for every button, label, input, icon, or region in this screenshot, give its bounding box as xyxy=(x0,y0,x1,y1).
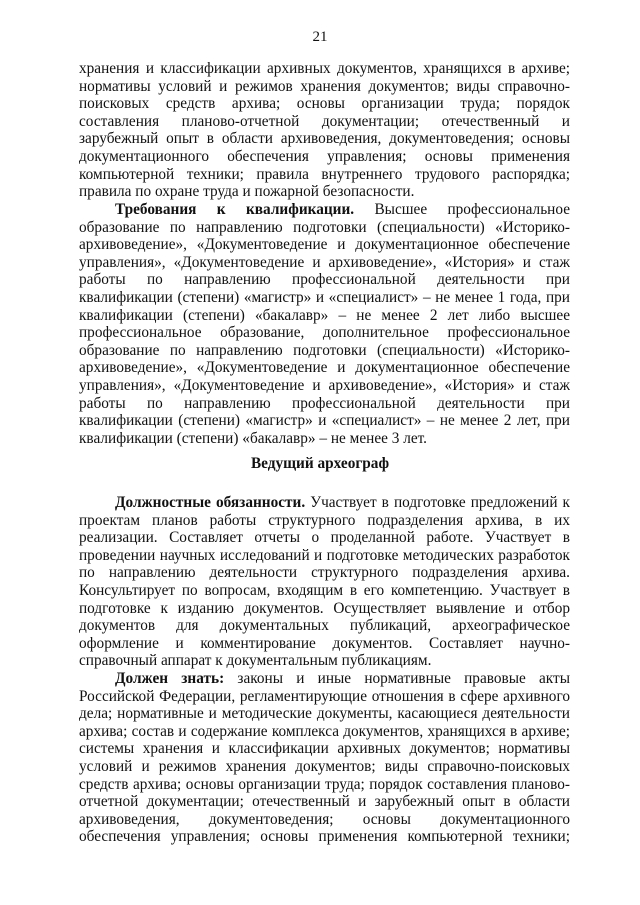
text-line: отчетной документации; отечественный и зарубежный опыт в области xyxy=(79,793,570,811)
paragraph-requirements xyxy=(79,201,570,447)
text-line: компьютерной техники; правила внутреннего трудового распорядка; xyxy=(79,165,570,183)
text-line-first xyxy=(79,494,570,512)
requirements-label: Требования к квалификации. xyxy=(115,201,355,218)
text-line: дела; нормативные и методические документы, касающиеся деятельности xyxy=(79,705,570,723)
text-line: хранения и классификации архивных документов, хранящихся в архиве; xyxy=(79,60,570,77)
text-line: зарубежный опыт в области архивоведения, документоведения; основы xyxy=(79,130,570,148)
text-line: нормативы условий и режимов хранения документов; виды справочно- xyxy=(79,77,570,95)
text-line: по направлению деятельности структурного подразделения архива. xyxy=(79,564,570,582)
text-line: квалификации (степени) «бакалавр» – не менее 3 лет. xyxy=(79,429,427,447)
page-number: 21 xyxy=(312,29,328,45)
text-line: условий и режимов хранения документов; виды справочно-поисковых xyxy=(79,757,570,775)
requirements-text: Высшее профессиональное xyxy=(354,201,570,218)
text-line: обеспечения управления; основы применения компьютерной техники; xyxy=(79,828,570,846)
paragraph-duties xyxy=(79,494,570,670)
text-line-first xyxy=(79,201,570,219)
text-line-first xyxy=(79,670,570,688)
text-line: образование по направлению подготовки (специальности) «Историко- xyxy=(79,341,570,359)
text-line: управления», «Документоведение и архивоведение», «История» и стаж xyxy=(79,253,570,271)
text-line: архивоведения, документоведения; основы документационного xyxy=(79,810,570,828)
text-line: квалификации (степени) «бакалавр» – не менее 2 лет либо высшее xyxy=(79,306,570,324)
must-know-label: Должен знать: xyxy=(115,670,225,687)
text-line: документационного обеспечения управления; основы применения xyxy=(79,147,570,165)
text-line: проведении научных исследований и подготовке методических разработок xyxy=(79,546,570,564)
text-line: Российской Федерации, регламентирующие отношения в сфере архивного xyxy=(79,687,570,705)
text-line: оформление и комментирование документов. Составляет научно- xyxy=(79,634,570,652)
duties-text: Участвует в подготовке предложений к xyxy=(305,494,570,511)
text-line: работы по направлению профессиональной деятельности при xyxy=(79,394,570,412)
paragraph-top xyxy=(79,60,570,201)
text-line: правила по охране труда и пожарной безопасности. xyxy=(79,183,415,201)
text-line: архивоведение», «Документоведение и документационное обеспечение xyxy=(79,236,570,254)
text-line: справочный аппарат к документальным публикациям. xyxy=(79,652,432,670)
text-line: документов для документальных публикаций, археографическое xyxy=(79,617,570,635)
text-line: квалификации (степени) «магистр» и «специалист» – не менее 1 года, при xyxy=(79,288,570,306)
text-line: управления», «Документоведение и архивоведение», «История» и стаж xyxy=(79,376,570,394)
text-line: образование по направлению подготовки (специальности) «Историко- xyxy=(79,218,570,236)
text-line: квалификации (степени) «магистр» и «специалист» – не менее 2 лет, при xyxy=(79,412,570,430)
paragraph-must-know xyxy=(79,670,570,846)
text-line: поисковых средств архива; основы организации труда; порядок xyxy=(79,95,570,113)
text-line: Консультирует по вопросам, входящим в его компетенцию. Участвует в xyxy=(79,581,570,599)
text-line: работы по направлению профессиональной деятельности при xyxy=(79,271,570,289)
text-line: средств архива; основы организации труда; порядок составления планово- xyxy=(79,775,570,793)
text-line: профессиональное образование, дополнительное профессиональное xyxy=(79,324,570,342)
text-line: составления планово-отчетной документации; отечественный и xyxy=(79,112,570,130)
text-line: системы хранения и классификации архивных документов; нормативы xyxy=(79,740,570,758)
text-line: проектам планов работы структурного подразделения архива, в их xyxy=(79,511,570,529)
text-line: архивоведение», «Документоведение и документационное обеспечение xyxy=(79,359,570,377)
duties-label: Должностные обязанности. xyxy=(115,494,306,511)
text-line: архива; состав и содержание комплекса документов, хранящихся в архиве; xyxy=(79,722,570,740)
section-heading: Ведущий археограф xyxy=(250,455,390,472)
text-line: подготовке к изданию документов. Осуществляет выявление и отбор xyxy=(79,599,570,617)
must-know-text: законы и иные нормативные правовые акты xyxy=(224,670,570,687)
text-line: реализации. Составляет отчеты о проделанной работе. Участвует в xyxy=(79,529,570,547)
